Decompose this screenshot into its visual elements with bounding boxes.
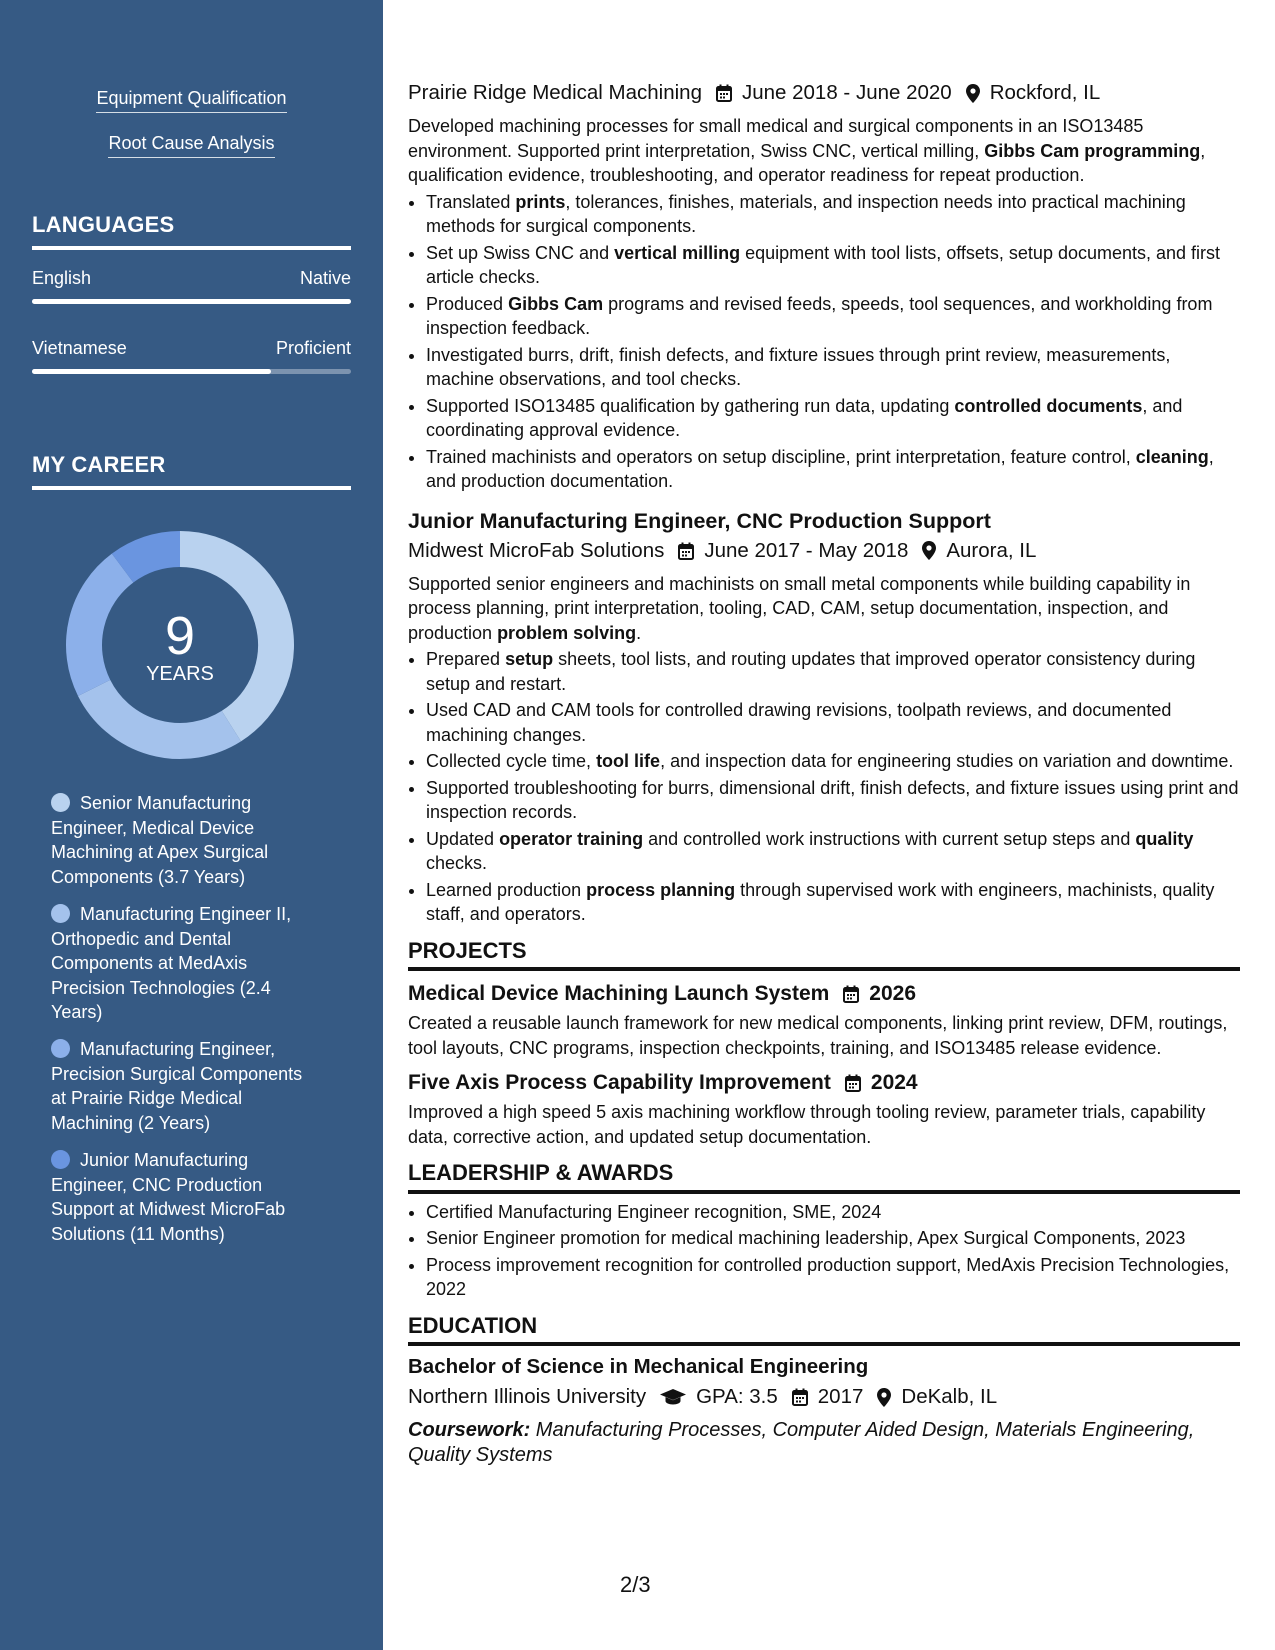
text-segment: Collected cycle time, <box>426 751 597 771</box>
bold-text: tool life <box>596 751 661 771</box>
text-segment: , and inspection data for engineering studies on variation and downtime. <box>660 751 1234 771</box>
career-legend-item <box>51 902 321 1025</box>
awards-heading: LEADERSHIP & AWARDS <box>408 1161 1240 1194</box>
career-legend-text: Manufacturing Engineer, Precision Surgical Components at Prairie Ridge Medical Machining (2 Years) <box>51 1039 303 1133</box>
text-segment: Learned production <box>426 879 587 900</box>
job-bullet <box>426 878 1240 927</box>
award-item: • Certified Manufacturing Engineer recognition, SME, 2024 <box>426 1200 1240 1225</box>
text-segment: , tolerances, finishes, materials, and inspection needs into practical machining methods for surgical components. <box>426 191 1186 236</box>
bold-text: problem solving <box>497 622 637 643</box>
bold-text: operator training <box>499 828 644 849</box>
job-bullet-list <box>408 190 1240 494</box>
text-segment: Translated <box>426 191 516 212</box>
language-proficiency-bar <box>32 369 351 374</box>
job-meta <box>408 536 1240 566</box>
legend-dot-icon <box>51 904 70 923</box>
job-dates: June 2017 - May 2018 <box>704 538 909 562</box>
language-level: Native <box>299 268 351 288</box>
award-item: • Senior Engineer promotion for medical machining leadership, Apex Surgical Components, 2023 <box>426 1226 1240 1251</box>
project-title: Five Axis Process Capability Improvement <box>408 1071 831 1094</box>
text-segment: sheets, tool lists, and routing updates that improved operator consistency during setup and restart. <box>426 649 1196 694</box>
graduation-year: 2017 <box>817 1385 864 1408</box>
career-heading: MY CAREER <box>32 452 351 490</box>
text-segment: Produced <box>426 293 509 314</box>
donut-segment <box>94 688 231 741</box>
graduation-cap-icon <box>660 1389 686 1405</box>
job-bullet <box>426 749 1240 774</box>
sidebar <box>0 0 383 1650</box>
career-legend-text: Junior Manufacturing Engineer, CNC Production Support at Midwest MicroFab Solutions (11 Months) <box>51 1150 286 1244</box>
coursework-label: Coursework: <box>408 1419 531 1441</box>
career-years-label: YEARS <box>146 663 214 685</box>
project-title-row <box>408 979 1240 1009</box>
text-segment: and controlled work instructions with current setup steps and <box>643 828 1136 849</box>
map-pin-icon <box>922 541 936 560</box>
languages-heading: LANGUAGES <box>32 212 351 250</box>
project-description: Created a reusable launch framework for new medical components, linking print review, DFM, routings, tool layouts, CNC programs, inspection checkpoints, training, and ISO13485 release evidence. <box>408 1013 1228 1058</box>
language-row <box>32 338 351 359</box>
legend-dot-icon <box>51 1150 70 1169</box>
skill-label: Equipment Qualification <box>96 88 286 113</box>
job-bullet <box>426 827 1240 876</box>
bold-text: setup <box>505 649 554 669</box>
bold-text: controlled documents <box>954 395 1143 416</box>
job-meta <box>408 78 1240 108</box>
job-location: Aurora, IL <box>946 538 1037 562</box>
language-row <box>32 268 351 289</box>
bold-text: quality <box>1135 828 1194 849</box>
calendar-icon <box>678 542 694 560</box>
award-item: • Process improvement recognition for controlled production support, MedAxis Precision Technologies, 2022 <box>426 1253 1240 1302</box>
text-segment: , and production documentation. <box>426 446 1214 491</box>
job-dates: June 2018 - June 2020 <box>741 81 952 104</box>
text-segment: Supported ISO13485 qualification by gathering run data, updating <box>426 395 955 416</box>
skill-item <box>0 88 383 113</box>
career-legend-item <box>51 1148 321 1246</box>
text-segment: Set up Swiss CNC and <box>426 242 615 263</box>
project-description: Improved a high speed 5 axis machining workflow through tooling review, parameter trials, capability data, corrective action, and updated setup documentation. <box>408 1102 1206 1147</box>
text-segment: Investigated burrs, drift, finish defects, and fixture issues through print review, measurements, machine observations, and tool checks. <box>426 344 1171 389</box>
bold-text: prints <box>515 191 566 212</box>
page-number: 2/3 <box>620 1572 651 1597</box>
text-segment: Developed machining processes for small medical and surgical components in an ISO13485 environment. Supported print interpretation, Swiss CNC, vertical milling, <box>408 116 1144 161</box>
calendar-icon <box>845 1074 861 1092</box>
company-name: Midwest MicroFab Solutions <box>408 538 665 562</box>
bold-text: vertical milling <box>614 242 741 263</box>
job-bullet <box>426 647 1240 696</box>
language-proficiency-fill <box>32 369 271 374</box>
coursework <box>408 1418 1240 1468</box>
language-name: Vietnamese <box>32 338 127 358</box>
bold-text: Gibbs Cam <box>508 293 604 314</box>
legend-dot-icon <box>51 793 70 812</box>
text-segment: Used CAD and CAM tools for controlled drawing revisions, toolpath reviews, and documented machining changes. <box>426 700 1172 745</box>
coursework-list: Manufacturing Processes, Computer Aided Design, Materials Engineering, Quality Systems <box>408 1419 1195 1466</box>
job-title: Junior Manufacturing Engineer, CNC Production Support <box>408 508 991 533</box>
job-bullet <box>426 241 1240 290</box>
text-segment: Prepared <box>426 649 506 669</box>
text-segment: through supervised work with engineers, machinists, quality staff, and operators. <box>426 879 1215 924</box>
career-legend-item <box>51 791 321 889</box>
education-meta <box>408 1382 1240 1412</box>
text-segment: Trained machinists and operators on setup discipline, print interpretation, feature control, <box>426 446 1136 467</box>
career-years-number: 9 <box>164 606 196 666</box>
job-bullet <box>426 343 1240 392</box>
text-segment: , and coordinating approval evidence. <box>426 395 1183 440</box>
calendar-icon <box>716 84 732 102</box>
company-name: Prairie Ridge Medical Machining <box>408 81 702 104</box>
language-level: Proficient <box>275 338 351 358</box>
calendar-icon <box>843 985 859 1003</box>
text-segment: equipment with tool lists, offsets, setup documents, and first article checks. <box>426 242 1221 287</box>
job-bullet <box>426 698 1240 747</box>
calendar-icon <box>792 1388 808 1406</box>
donut-segment <box>123 549 180 568</box>
career-legend-item <box>51 1037 321 1135</box>
project-year: 2026 <box>869 982 917 1005</box>
awards-list <box>408 1200 1240 1302</box>
career-legend-text: Manufacturing Engineer II, Orthopedic and Dental Components at MedAxis Precision Technologies (2.4 Years) <box>51 904 292 1022</box>
career-legend-text: Senior Manufacturing Engineer, Medical Device Machining at Apex Surgical Components (3.7 Years) <box>51 793 269 887</box>
degree-title: Bachelor of Science in Mechanical Engineering <box>408 1355 869 1378</box>
job-bullet <box>426 190 1240 239</box>
job-bullet <box>426 394 1240 443</box>
bold-text: process planning <box>586 879 736 900</box>
text-segment: Supported senior engineers and machinists on small metal components while building capability in process planning, print interpretation, tooling, CAD, CAM, setup documentation, inspection, and production <box>408 573 1191 643</box>
map-pin-icon <box>877 1388 891 1407</box>
project-year: 2024 <box>870 1071 918 1094</box>
job-location: Rockford, IL <box>989 81 1101 104</box>
job-summary <box>408 572 1240 646</box>
job-bullet <box>426 445 1240 494</box>
gpa: GPA: 3.5 <box>696 1385 778 1408</box>
language-proficiency-fill <box>32 299 351 304</box>
language-proficiency-bar <box>32 299 351 304</box>
text-segment: , qualification evidence, troubleshooting, and operator readiness for repeat production. <box>408 140 1206 185</box>
skill-item <box>0 133 383 158</box>
project-title-row <box>408 1068 1240 1098</box>
language-name: English <box>32 268 92 288</box>
text-segment: Updated <box>426 828 500 849</box>
career-donut-chart <box>65 530 295 760</box>
school-location: DeKalb, IL <box>901 1385 998 1408</box>
bold-text: cleaning <box>1135 446 1209 467</box>
map-pin-icon <box>966 84 980 103</box>
legend-dot-icon <box>51 1039 70 1058</box>
text-segment: Supported troubleshooting for burrs, dimensional drift, finish defects, and fixture issues using print and inspection records. <box>426 777 1239 822</box>
text-segment: checks. <box>426 853 488 873</box>
job-bullet <box>426 776 1240 825</box>
job-bullet-list <box>408 647 1240 927</box>
school-name: Northern Illinois University <box>408 1385 647 1408</box>
skill-label: Root Cause Analysis <box>108 133 274 158</box>
text-segment: . <box>636 622 642 643</box>
project-title: Medical Device Machining Launch System <box>408 982 830 1005</box>
bold-text: Gibbs Cam programming <box>984 140 1201 161</box>
projects-heading: PROJECTS <box>408 939 1240 972</box>
education-heading: EDUCATION <box>408 1314 1240 1347</box>
main-content <box>408 78 1240 1468</box>
job-summary <box>408 114 1240 188</box>
job-bullet <box>426 292 1240 341</box>
text-segment: programs and revised feeds, speeds, tool sequences, and workholding from inspection feedback. <box>426 293 1213 338</box>
